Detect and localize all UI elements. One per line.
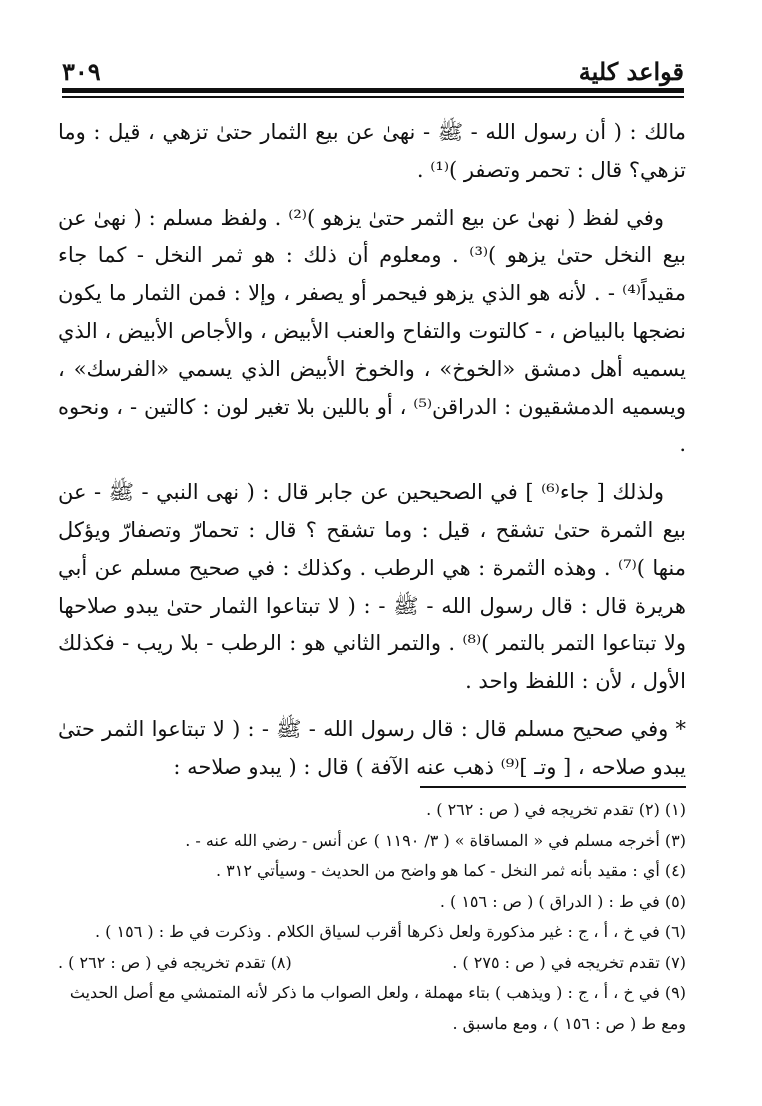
footnote-separator (420, 786, 686, 788)
header-rule-thin (62, 96, 684, 98)
page-number: ٣٠٩ (62, 57, 101, 86)
page-header (62, 50, 684, 86)
main-text (58, 114, 686, 787)
paragraph-3: ولذلك [ جاء⁽⁶⁾ ] في الصحيحين عن جابر قال : ( نهى النبي - ﷺ - عن بيع الثمرة حتىٰ تشقح ، قيل : وما تشقح ؟ قال : تحمارّ وتصفارّ ويؤكل منها )⁽⁷⁾ . وهذه الثمرة : هي الرطب . وكذلك : في صحيح مسلم عن أبي هريرة قال : قال رسول الله - ﷺ - : ( لا تبتاعوا الثمار حتىٰ يبدو صلاحها ولا تبتاعوا التمر بالتمر )⁽⁸⁾ . والتمر الثاني هو : الرطب - بلا ريب - فكذلك الأول ، لأن : اللفظ واحد . (58, 480, 686, 694)
footnote-3: (٣) أخرجه مسلم في « المساقاة » ( ٣/ ١١٩٠ ) عن أنس - رضي الله عنه - . (185, 830, 686, 850)
header-rule-thick (62, 88, 684, 93)
paragraph-2: وفي لفظ ( نهىٰ عن بيع الثمر حتىٰ يزهو )⁽²⁾ . ولفظ مسلم : ( نهىٰ عن بيع النخل حتىٰ يزهو )⁽³⁾ . ومعلوم أن ذلك : هو ثمر النخل - كما جاء مقيداً⁽⁴⁾ - . لأنه هو الذي يزهو فيحمر أو يصفر ، وإلا : فمن الثمار ما يكون نضجها بالبياض ، - كالتوت والتفاح والعنب الأبيض ، والأجاص الأبيض ، الذي يسميه أهل دمشق «الخوخ» ، والخوخ الأبيض الذي يسمي «الفرسك» ، ويسميه الدمشقيون : الدراقن⁽⁵⁾ ، أو باللين بلا تغير لون : كالتين - ، ونحوه . (58, 205, 686, 457)
footnote-9: (٩) في خ ، أ ، ج : ( ويذهب ) بتاء مهملة ، ولعل الصواب ما ذكر لأنه المتمشي مع أصل الحديث ومع ط ( ص : ١٥٦ ) ، ومع ماسبق . (69, 983, 686, 1033)
footnote-8: (٨) تقدم تخريجه في ( ص : ٢٦٢ ) . (58, 952, 292, 972)
footnotes (58, 795, 686, 1039)
footnote-5: (٥) في ط : ( الدراق ) ( ص : ١٥٦ ) . (439, 891, 686, 911)
footnote-1-2: (١) (٢) تقدم تخريجه في ( ص : ٢٦٢ ) . (426, 800, 686, 819)
footnote-7: (٧) تقدم تخريجه في ( ص : ٢٧٥ ) . (452, 952, 686, 972)
footnote-row-7-8 (58, 948, 686, 979)
running-title: قواعد كلية (578, 57, 684, 86)
paragraph-1: مالك : ( أن رسول الله - ﷺ - نهىٰ عن بيع الثمار حتىٰ تزهي ، قيل : وما تزهي؟ قال : تحمر وتصفر )⁽¹⁾ . (58, 120, 686, 182)
paragraph-4: * وفي صحيح مسلم قال : قال رسول الله - ﷺ - : ( لا تبتاعوا الثمر حتىٰ يبدو صلاحه ، [ وتـ ]⁽⁹⁾ ذهب عنه الآفة ) قال : ( يبدو صلاحه : (58, 716, 686, 779)
footnote-6: (٦) في خ ، أ ، ج : غير مذكورة ولعل ذكرها أقرب لسياق الكلام . وذكرت في ط : ( ١٥٦ ) . (95, 922, 686, 941)
footnote-4: (٤) أي : مقيد بأنه ثمر النخل - كما هو واضح من الحديث - وسيأتي ٣١٢ . (216, 861, 686, 880)
